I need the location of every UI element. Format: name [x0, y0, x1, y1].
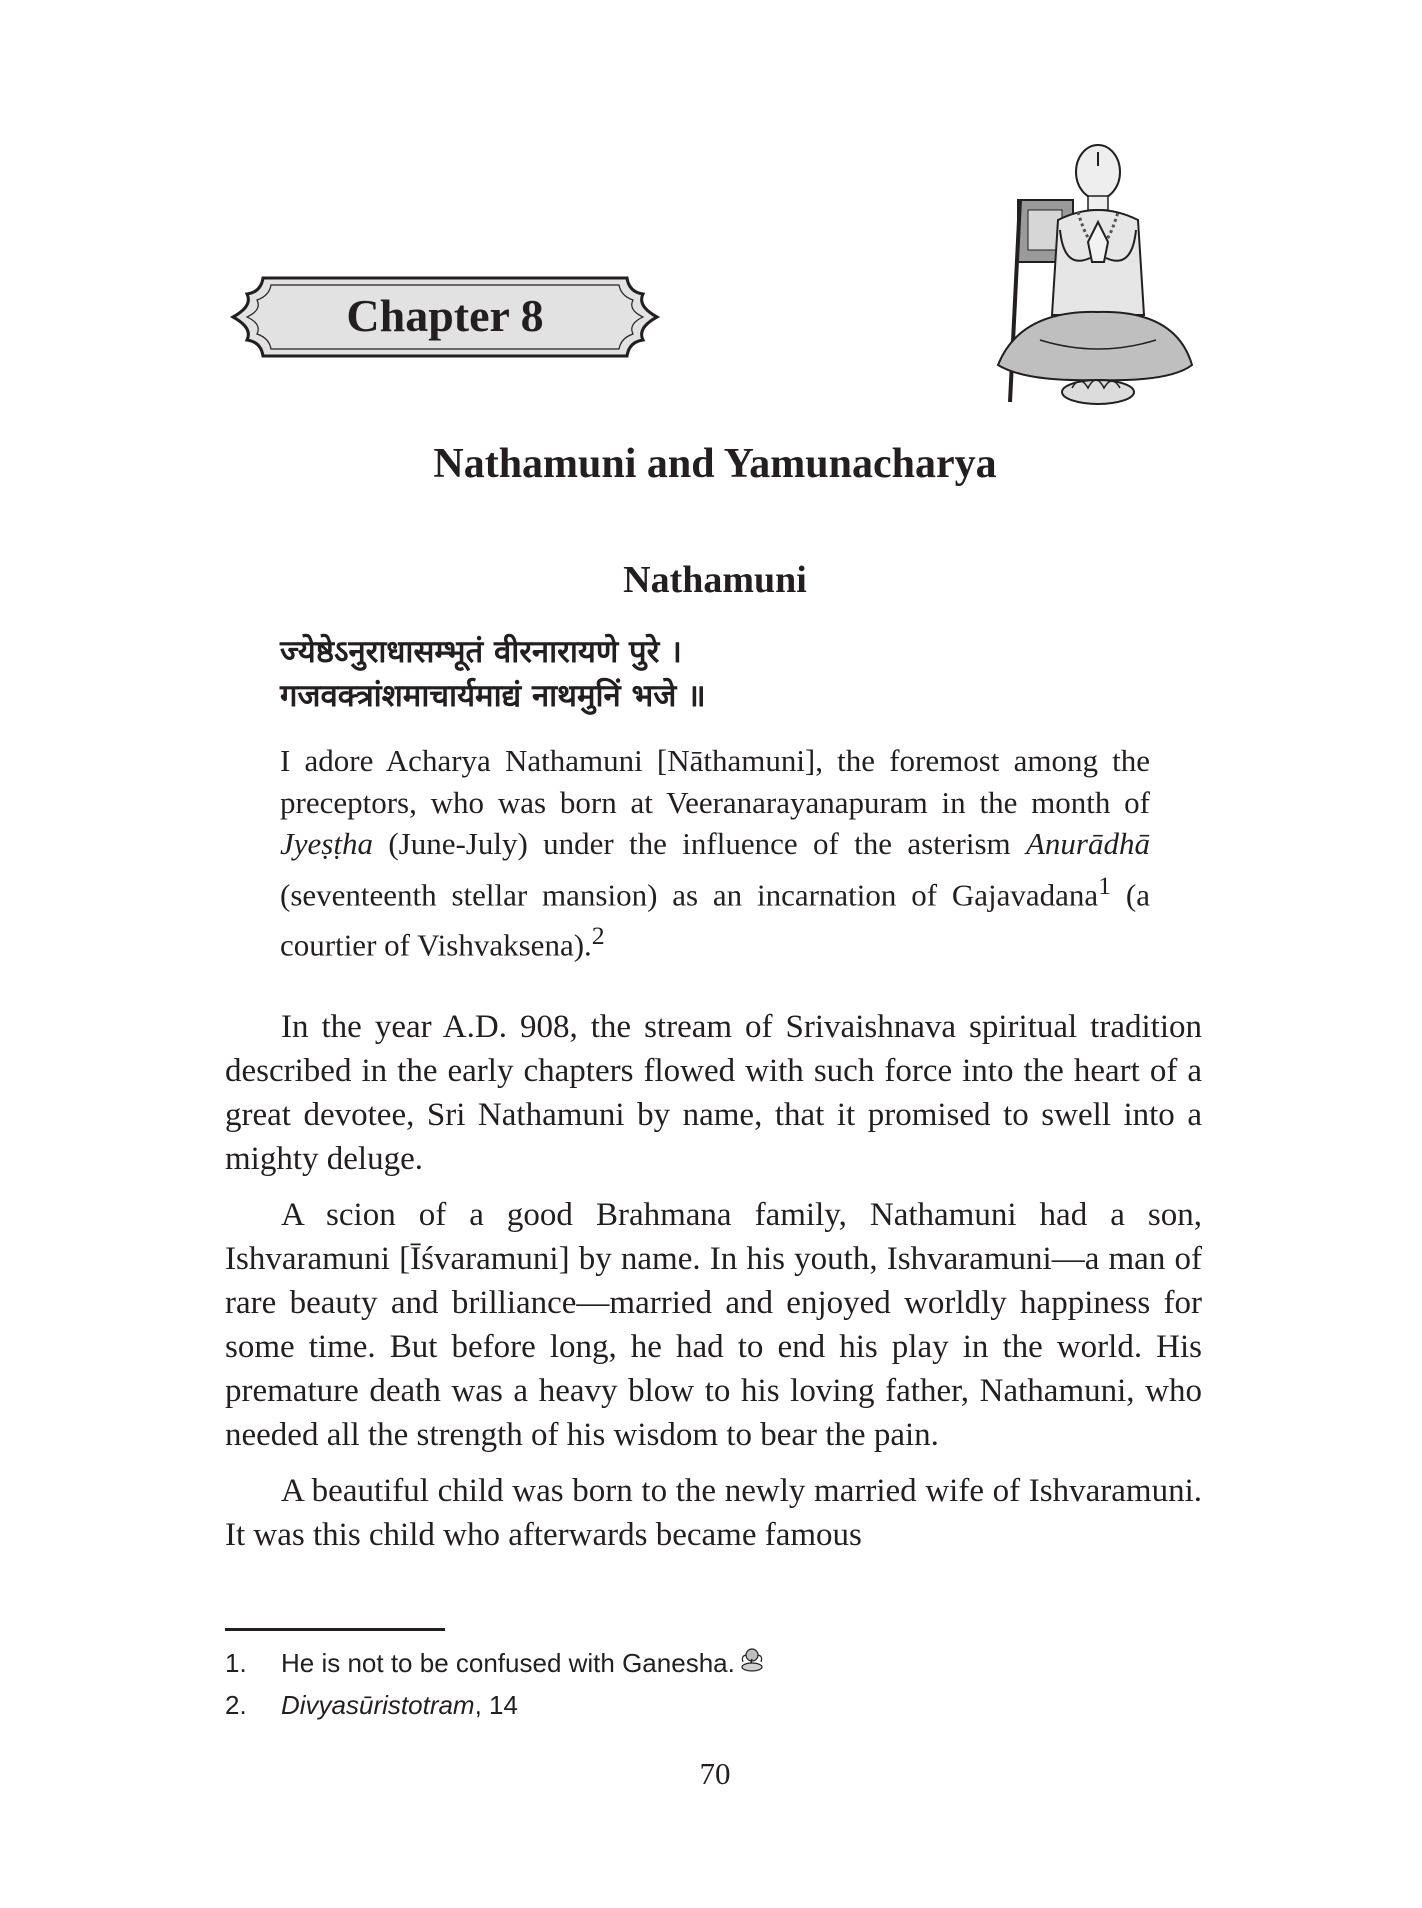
footnote-ref: 2	[591, 921, 605, 951]
footnote-suffix: , 14	[474, 1690, 518, 1720]
translation-term: Jyeṣṭha	[280, 826, 373, 861]
translation-text: (June-July) under the influence of the asterism	[372, 826, 1026, 861]
footnote-item	[225, 1642, 1125, 1684]
footnote-number: 2.	[225, 1690, 247, 1720]
footnote-item	[225, 1684, 1125, 1726]
verse-translation	[280, 740, 1150, 966]
sanskrit-line: गजवक्त्रांशमाचार्यमाद्यं नाथमुनिं भजे ॥	[280, 678, 706, 714]
footnote-divider	[225, 1628, 445, 1631]
footnote-text: Divyasūristotram	[281, 1690, 475, 1720]
paragraph: A scion of a good Brahmana family, Nathamuni had a son, Ishvaramuni [Īśvaramuni] by name. In his youth, Ishvaramuni—a man of rare beauty and brilliance—married and enjoyed worldly happiness for some time. But before long, he had to end his play in the world. His premature death was a heavy blow to his loving father, Nathamuni, who needed all the strength of his wisdom to bear the pain.	[225, 1197, 1202, 1453]
page-number: 70	[699, 1756, 731, 1791]
acharya-figure-illustration	[980, 130, 1205, 415]
body-text	[225, 1005, 1202, 1569]
paragraph: A beautiful child was born to the newly married wife of Ishvaramuni. It was this child who afterwards became famous	[225, 1473, 1202, 1553]
footnote-ref: 1	[1098, 870, 1112, 900]
footnotes	[225, 1642, 1125, 1726]
ganesha-icon	[739, 1642, 765, 1684]
translation-text: (seventeenth stellar mansion) as an incarnation of Gajavadana	[280, 876, 1099, 912]
sanskrit-verse	[280, 630, 1180, 718]
chapter-label: Chapter 8	[346, 290, 544, 341]
translation-text: I adore Acharya Nathamuni [Nāthamuni], the foremost among the preceptors, who was born at Veeranarayanapuram in the month of	[280, 743, 1150, 820]
footnote-number: 1.	[225, 1648, 247, 1678]
section-heading: Nathamuni	[623, 559, 807, 601]
footnote-text: He is not to be confused with Ganesha.	[281, 1648, 735, 1678]
translation-text: (a courtier of Vishvaksena).	[280, 876, 1150, 963]
chapter-banner	[225, 272, 665, 362]
translation-term: Anurādhā	[1026, 826, 1150, 861]
sanskrit-line: ज्येष्ठेऽनुराधासम्भूतं वीरनारायणे पुरे ।	[280, 634, 682, 670]
chapter-title: Nathamuni and Yamunacharya	[433, 441, 997, 487]
paragraph: In the year A.D. 908, the stream of Srivaishnava spiritual tradition described in the early chapters flowed with such force into the heart of a great devotee, Sri Nathamuni by name, that it promised to swell into a mighty deluge.	[225, 1009, 1202, 1177]
